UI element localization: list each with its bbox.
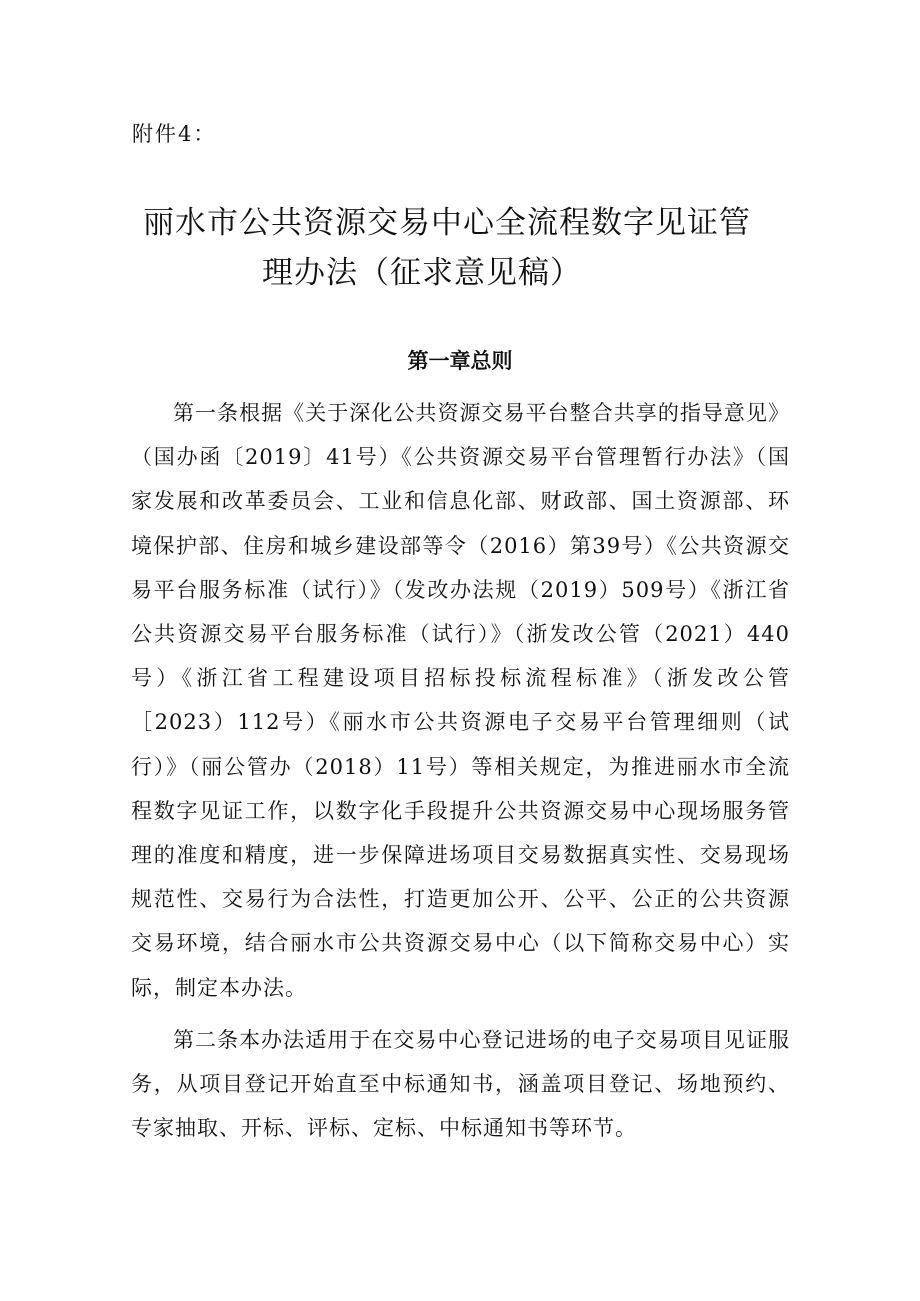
title-line-2: 理办法（征求意见稿）: [262, 255, 582, 291]
attachment-label: 附件4：: [132, 122, 217, 146]
article-1: 第一条根据《关于深化公共资源交易平台整合共享的指导意见》（国办函〔2019〕41号）《公共资源交易平台管理暂行办法》（国家发展和改革委员会、工业和信息化部、财政部、国土资源部、环境保护部、住房和城乡建设部等令（2016）第39号）《公共资源交易平台服务标准（试行）》（发改办法规（2019）509号）《浙江省公共资源交易平台服务标准（试行）》（浙发改公管（2021）440号）《浙江省工程建设项目招标投标流程标准》（浙发改公管［2023）112号）《丽水市公共资源电子交易平台管理细则（试行）》（丽公管办（2018）11号）等相关规定，为推进丽水市全流程数字见证工作，以数字化手段提升公共资源交易中心现场服务管理的准度和精度，进一步保障进场项目交易数据真实性、交易现场规范性、交易行为合法性，打造更加公开、公平、公正的公共资源交易环境，结合丽水市公共资源交易中心（以下简称交易中心）实际，制定本办法。: [131, 401, 790, 1000]
article-2: 第二条本办法适用于在交易中心登记进场的电子交易项目见证服务，从项目登记开始直至中标通知书，涵盖项目登记、场地预约、专家抽取、开标、评标、定标、中标通知书等环节。: [131, 1027, 790, 1141]
title-line-1: 丽水市公共资源交易中心全流程数字见证管: [143, 205, 751, 241]
chapter-heading: 第一章总则: [407, 349, 513, 373]
document-title: [0, 198, 920, 298]
document-body: [131, 391, 790, 1150]
